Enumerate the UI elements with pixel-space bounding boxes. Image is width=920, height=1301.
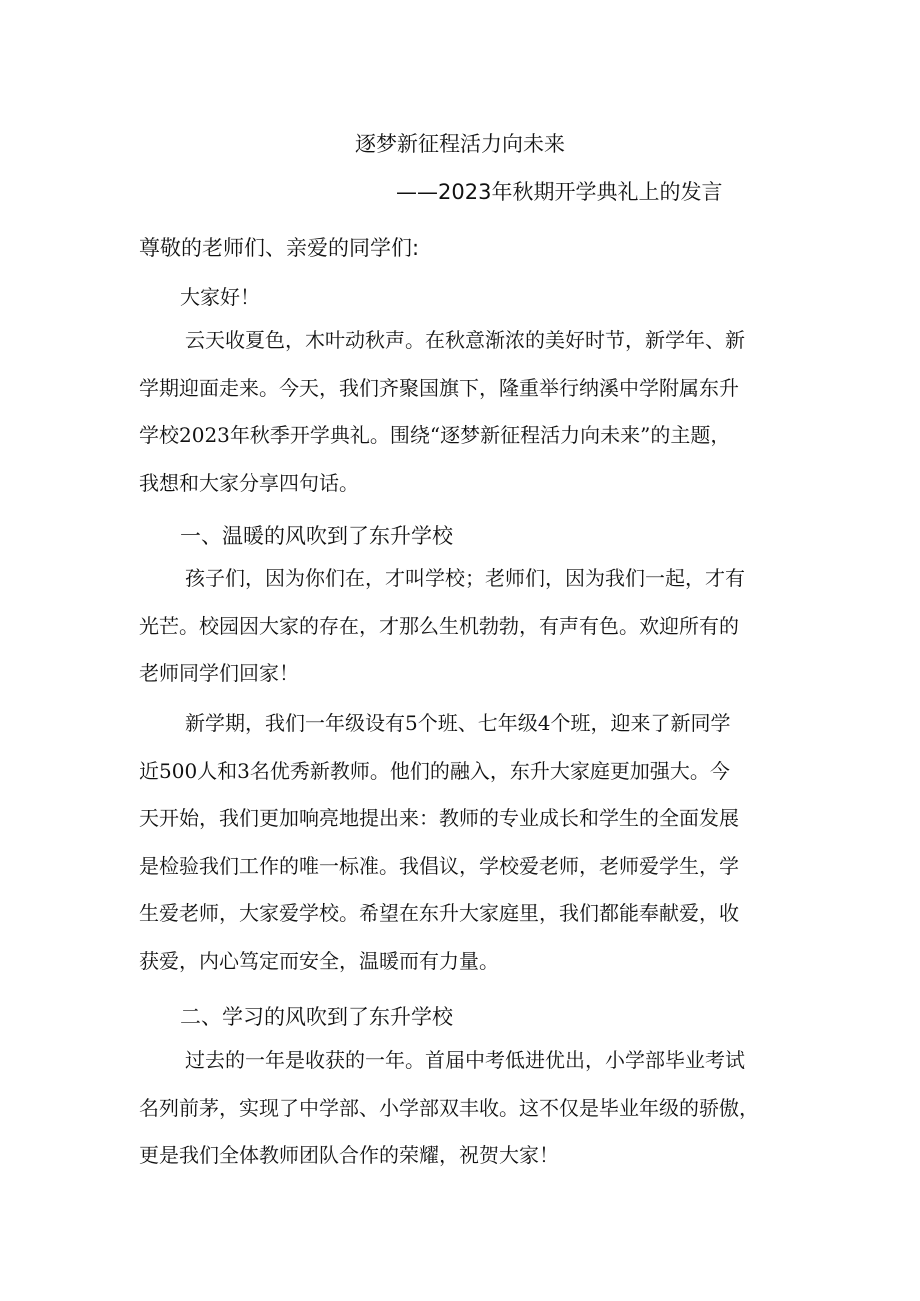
paragraph-line: 更是我们全体教师团队合作的荣耀，祝贺大家！ — [139, 1143, 559, 1167]
document-title: 逐梦新征程活力向未来 — [355, 132, 565, 156]
paragraph-line: 天开始，我们更加响亮地提出来：教师的专业成长和学生的全面发展 — [139, 806, 739, 830]
paragraph-line: 获爱，内心笃定而安全，温暖而有力量。 — [139, 948, 499, 973]
salutation: 尊敬的老师们、亲爱的同学们: — [139, 236, 420, 260]
text-segment: “逐梦新征程活力向未来”的主题， — [429, 423, 731, 447]
paragraph-line: 孩子们，因为你们在，才叫学校；老师们，因为我们一起，才有 — [185, 566, 745, 590]
intro-paragraph — [139, 317, 784, 507]
section1-paragraph-2 — [139, 700, 784, 985]
text-segment: 学校2023年秋季开学典礼。 — [139, 423, 390, 447]
section-heading-2: 二、学习的风吹到了东升学校 — [180, 1005, 453, 1029]
text-segment: 围绕 — [389, 423, 430, 447]
paragraph-line: 过去的一年是收获的一年。首届中考低进优出，小学部毕业考试 — [185, 1048, 745, 1072]
paragraph-line: 光芒。校园因大家的存在，才那么生机勃勃，有声有色。欢迎所有的 — [139, 613, 739, 638]
text-segment: 我想和大家 — [139, 470, 239, 495]
text-segment: 分享四句话。 — [239, 470, 359, 495]
paragraph-line: 是检验我们工作的唯一标准。我倡议，学校爱老师，老师爱学生，学 — [139, 853, 739, 878]
paragraph-line: 老师同学们回家！ — [139, 661, 299, 685]
paragraph-line — [139, 412, 784, 460]
section1-paragraph-1 — [139, 555, 784, 698]
paragraph-line: 新学期，我们一年级设有5个班、七年级4个班，迎来了新同学 — [185, 711, 731, 735]
paragraph-line: 名列前茅，实现了中学部、小学部双丰收。这不仅是毕业年级的骄傲， — [139, 1095, 759, 1120]
paragraph-line: 学期迎面走来。今天，我们齐聚国旗下，隆重举行纳溪中学附属东升 — [139, 375, 739, 400]
document-subtitle: ——2023年秋期开学典礼上的发言 — [396, 180, 723, 204]
paragraph-line: 云天收夏色，木叶动秋声。在秋意渐浓的美好时节，新学年、新 — [185, 328, 745, 352]
paragraph-line: 生爱老师，大家爱学校。希望在东升大家庭里，我们都能奉献爱，收 — [139, 901, 739, 925]
paragraph-line: 近500人和3名优秀新教师。他们的融入，东升大家庭更加强大。今 — [139, 758, 730, 783]
greeting: 大家好！ — [180, 285, 260, 309]
section-heading-1: 一、温暖的风吹到了东升学校 — [180, 524, 453, 548]
paragraph-line — [139, 460, 784, 508]
section2-paragraph-1 — [139, 1037, 784, 1180]
